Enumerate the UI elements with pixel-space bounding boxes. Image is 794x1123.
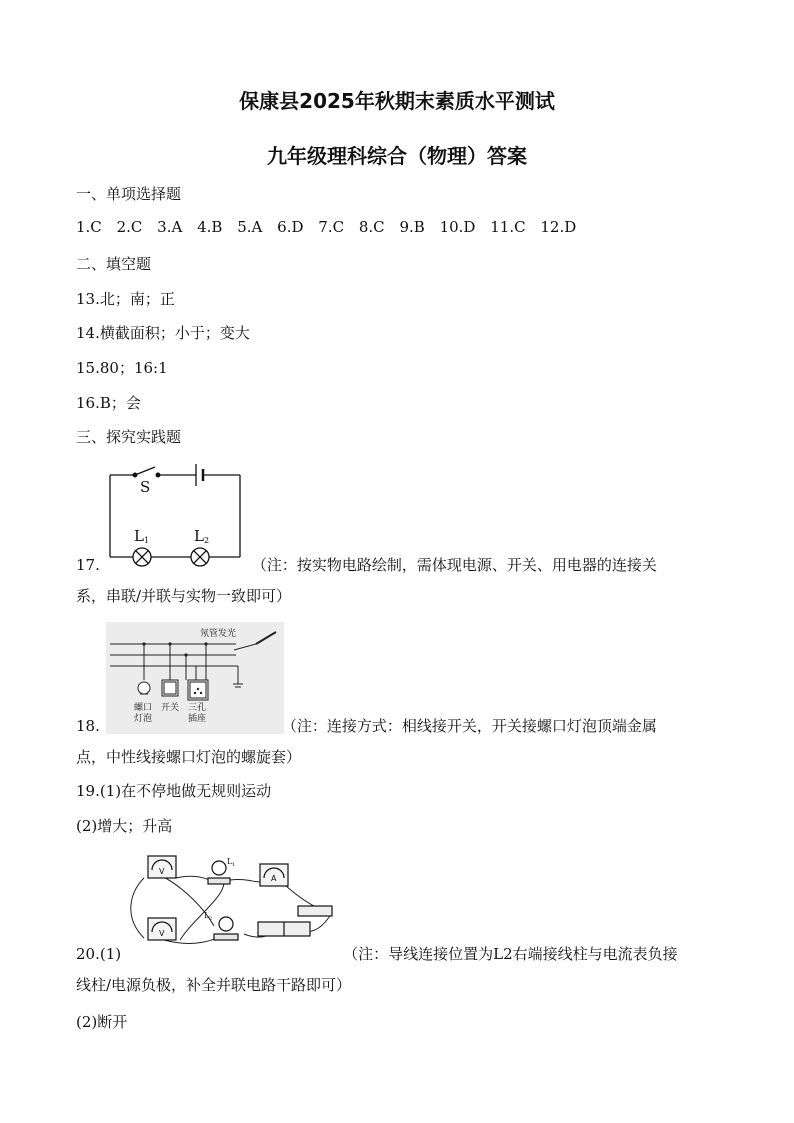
question-number: 18. xyxy=(76,717,100,735)
switch-label: 开关 xyxy=(161,703,180,713)
answer-18 xyxy=(76,711,682,773)
bulb-label-line1: 螺口 xyxy=(134,703,153,713)
lamp1-subscript: 1 xyxy=(144,536,150,545)
voltmeter-top-label: V xyxy=(159,867,165,876)
answer-16: 16.B；会 xyxy=(76,394,141,412)
answer-item: 11.C xyxy=(490,218,526,236)
lamp2-label: L xyxy=(194,527,204,545)
section1-answers xyxy=(76,218,586,236)
answer-17-note: （注：按实物电路绘制，需体现电源、开关、用电器的连接关系，串联/并联与实物一致即可） xyxy=(76,556,657,605)
answer-item: 2.C xyxy=(116,218,143,236)
answer-19-part2: (2)增大；升高 xyxy=(76,817,173,835)
answer-item: 4.B xyxy=(197,218,223,236)
socket-label-line1: 三孔 xyxy=(188,703,207,713)
lamp1-label: L xyxy=(227,857,233,866)
answer-15: 15.80；16:1 xyxy=(76,359,168,377)
answer-19-part1: 19.(1)在不停地做无规则运动 xyxy=(76,782,272,800)
lamp1-label: L xyxy=(134,527,144,545)
section2-heading: 二、填空题 xyxy=(76,255,152,273)
answer-item: 9.B xyxy=(399,218,425,236)
switch-label: S xyxy=(140,478,151,496)
lamp2-subscript: 2 xyxy=(209,916,213,922)
section3-heading: 三、探究实践题 xyxy=(76,428,182,446)
answer-13: 13.北；南；正 xyxy=(76,290,175,308)
answer-item: 8.C xyxy=(358,218,385,236)
question-number: 17. xyxy=(76,556,100,574)
lamp2-label: L xyxy=(204,911,210,920)
ammeter-label: A xyxy=(271,874,277,883)
voltmeter-bottom-label: V xyxy=(159,929,165,938)
bulb-label-line2: 灯泡 xyxy=(134,714,153,724)
answer-20-part2: (2)断开 xyxy=(76,1013,128,1031)
answer-item: 10.D xyxy=(439,218,476,236)
lamp2-subscript: 2 xyxy=(204,536,210,545)
page-subtitle: 九年级理科综合（物理）答案 xyxy=(267,144,527,168)
socket-label-line2: 插座 xyxy=(188,714,207,724)
page-title: 保康县2025年秋期末素质水平测试 xyxy=(239,89,555,113)
answer-item: 3.A xyxy=(157,218,183,236)
answer-item: 5.A xyxy=(237,218,263,236)
answer-20-part1 xyxy=(76,939,682,1001)
answer-item: 12.D xyxy=(540,218,577,236)
answer-20-note: （注：导线连接位置为L2右端接线柱与电流表负接线柱/电源负极，补全并联电路干路即可） xyxy=(76,945,678,994)
question-number: 20.(1) xyxy=(76,945,122,963)
answer-item: 7.C xyxy=(318,218,345,236)
tester-label: 氖管发光 xyxy=(200,629,237,639)
parallel-circuit-physical-diagram xyxy=(124,848,336,953)
section1-heading: 一、单项选择题 xyxy=(76,185,182,203)
answer-18-note: （注：连接方式：相线接开关，开关接螺口灯泡顶端金属点，中性线接螺口灯泡的螺旋套） xyxy=(76,717,657,766)
lamp1-subscript: 1 xyxy=(232,862,236,868)
answer-item: 6.D xyxy=(277,218,304,236)
answer-item: 1.C xyxy=(76,218,102,236)
answer-17 xyxy=(76,550,682,612)
answer-14: 14.横截面积；小于；变大 xyxy=(76,324,250,342)
